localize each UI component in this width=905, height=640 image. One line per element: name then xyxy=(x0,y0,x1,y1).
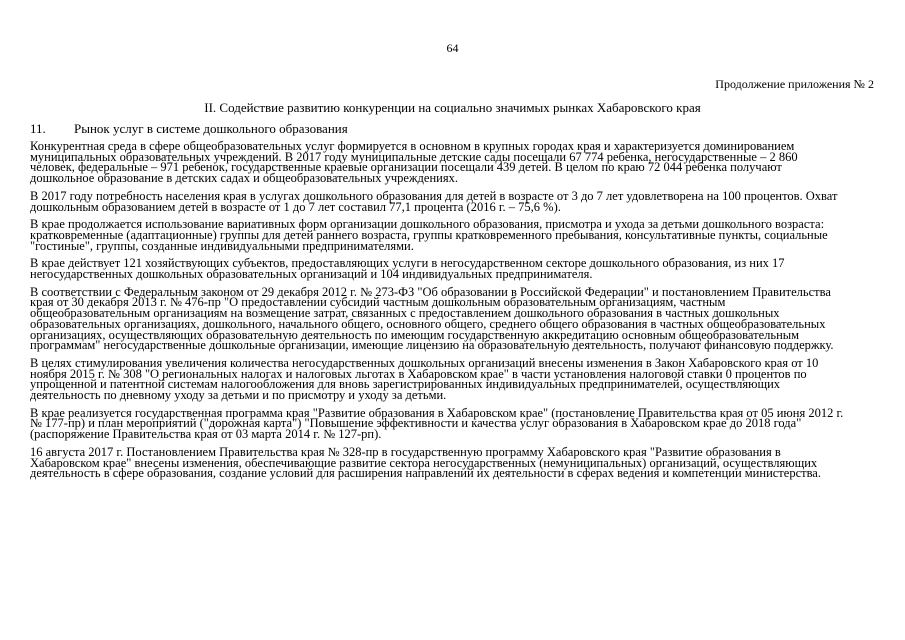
paragraph: 16 августа 2017 г. Постановлением Правительства края № 328-пр в государственную программу Хабаровского края "Развитие образования в Хабаровском крае" внесены изменения, обеспечивающие развитие сектора негосударственных (немуниципальных) организаций, осуществляющих деятельность в сфере образования, создание условий для расширения направлений их деятельности в сферах ведения и компетенции министерства. xyxy=(30,444,821,481)
subsection-number: 11. xyxy=(30,121,46,136)
appendix-continuation-label: Продолжение приложения № 2 xyxy=(715,77,874,91)
paragraph: В целях стимулирования увеличения количества негосударственных дошкольных организаций внесены изменения в Закон Хабаровского края от 10 ноября 2015 г. № 308 "О региональных налогах и налоговых льготах в Хабаровском крае" в части установления налоговой ставки 0 процентов по упрощенной и патентной системам налогообложения для вновь зарегистрированных индивидуальных предпринимателей, осуществляющих деятельность по дневному уходу за детьми и по присмотру и уходу за детьми. xyxy=(30,355,819,403)
section-heading: II. Содействие развитию конкуренции на социально значимых рынках Хабаровского края xyxy=(204,100,701,115)
page-number: 64 xyxy=(446,41,459,55)
subsection-heading xyxy=(30,121,348,136)
paragraph: В соответствии с Федеральным законом от 29 декабря 2012 г. № 273-ФЗ "Об образовании в Российской Федерации" и постановлением Правительства края от 30 декабря 2013 г. № 476-пр "О предоставлении субсидий частным дошкольным образовательным организациям, частным общеобразовательным организациям на возмещение затрат, связанных с предоставлением дошкольного образования в частных дошкольных образовательных организациях, дошкольного, начального общего, основного общего, среднего общего образования в частных общеобразовательных организациях, осуществляющих образовательную деятельность по имеющим государственную аккредитацию основным общеобразовательным программам" негосударственные дошкольные организации, имеющие лицензию на образовательную деятельность, получают финансовую поддержку. xyxy=(30,284,834,353)
paragraph: В крае реализуется государственная программа края "Развитие образования в Хабаровском крае" (постановление Правительства края от 05 июня 2012 г. № 177-пр) и план мероприятий ("дорожная карта") "Повышение эффективности и качества услуг образования в Хабаровском крае до 2018 года" (распоряжение Правительства края от 03 марта 2014 г. № 127-рп). xyxy=(30,405,844,442)
subsection-title: Рынок услуг в системе дошкольного образования xyxy=(74,121,348,136)
paragraph: В крае действует 121 хозяйствующих субъектов, предоставляющих услуги в негосударственном секторе дошкольного образования, из них 17 негосударственных дошкольных образовательных организаций и 104 индивидуальных предпринимателя. xyxy=(30,256,785,282)
paragraph: В 2017 году потребность населения края в услугах дошкольного образования для детей в возрасте от 3 до 7 лет удовлетворена на 100 процентов. Охват дошкольным образованием детей в возрасте от 1 до 7 лет составил 77,1 процента (2016 г. – 75,6 %). xyxy=(30,188,838,214)
body-text xyxy=(30,141,845,486)
paragraph: В крае продолжается использование вариативных форм организации дошкольного образования, присмотра и ухода за детьми дошкольного возраста: кратковременные (адаптационные) группы для детей раннего возраста, группы кратковременного пребывания, консультативные пункты, социальные "гостиные", группы, созданные индивидуальными предпринимателями. xyxy=(30,217,828,253)
paragraph: Конкурентная среда в сфере общеобразовательных услуг формируется в основном в крупных городах края и характеризуется доминированием муниципальных образовательных учреждений. В 2017 году муниципальные детские сады посещали 67 774 ребенка, негосударственные – 2 860 человек, федеральные – 971 ребенок, государственные краевые организации посещали 439 детей. В целом по краю 72 044 ребенка получают дошкольное образование в детских садах и общеобразовательных учреждениях. xyxy=(30,139,798,186)
